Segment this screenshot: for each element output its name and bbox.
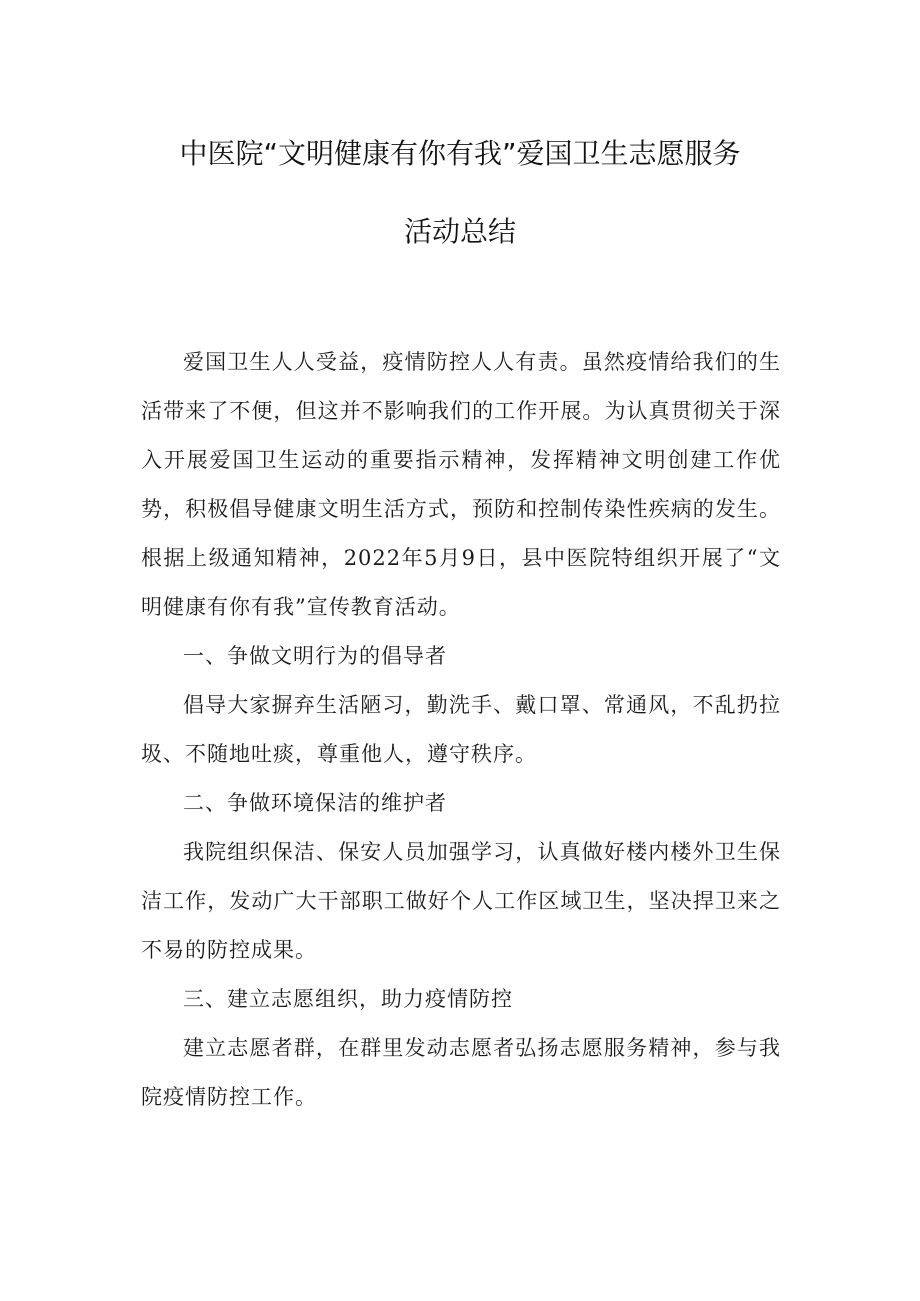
document-title-line-1: 中医院“文明健康有你有我”爱国卫生志愿服务 — [179, 137, 741, 170]
document-body — [141, 338, 781, 1122]
document-title-line-2: 活动总结 — [403, 215, 516, 248]
section-heading-1: 一、争做文明行为的倡导者 — [183, 644, 447, 668]
paragraph-section-3: 建立志愿者群，在群里发动志愿者弘扬志愿服务精神，参与我院疫情防控工作。 — [141, 1036, 781, 1109]
paragraph-section-1: 倡导大家摒弃生活陋习，勤洗手、戴口罩、常通风，不乱扔拉圾、不随地吐痰，尊重他人，遵守秩序。 — [141, 693, 781, 766]
paragraph-intro: 爱国卫生人人受益，疫情防控人人有责。虽然疫情给我们的生活带来了不便，但这并不影响我们的工作开展。为认真贯彻关于深入开展爱国卫生运动的重要指示精神，发挥精神文明创建工作优势，积极倡导健康文明生活方式，预防和控制传染性疾病的发生。根据上级通知精神，2022年5月9日，县中医院特组织开展了“文明健康有你有我”宣传教育活动。 — [141, 350, 781, 619]
section-heading-3: 三、建立志愿组织，助力疫情防控 — [183, 987, 513, 1011]
paragraph-section-2: 我院组织保洁、保安人员加强学习，认真做好楼内楼外卫生保洁工作，发动广大干部职工做好个人工作区域卫生，坚决捍卫来之不易的防控成果。 — [141, 840, 781, 962]
section-heading-2: 二、争做环境保洁的维护者 — [183, 791, 447, 815]
